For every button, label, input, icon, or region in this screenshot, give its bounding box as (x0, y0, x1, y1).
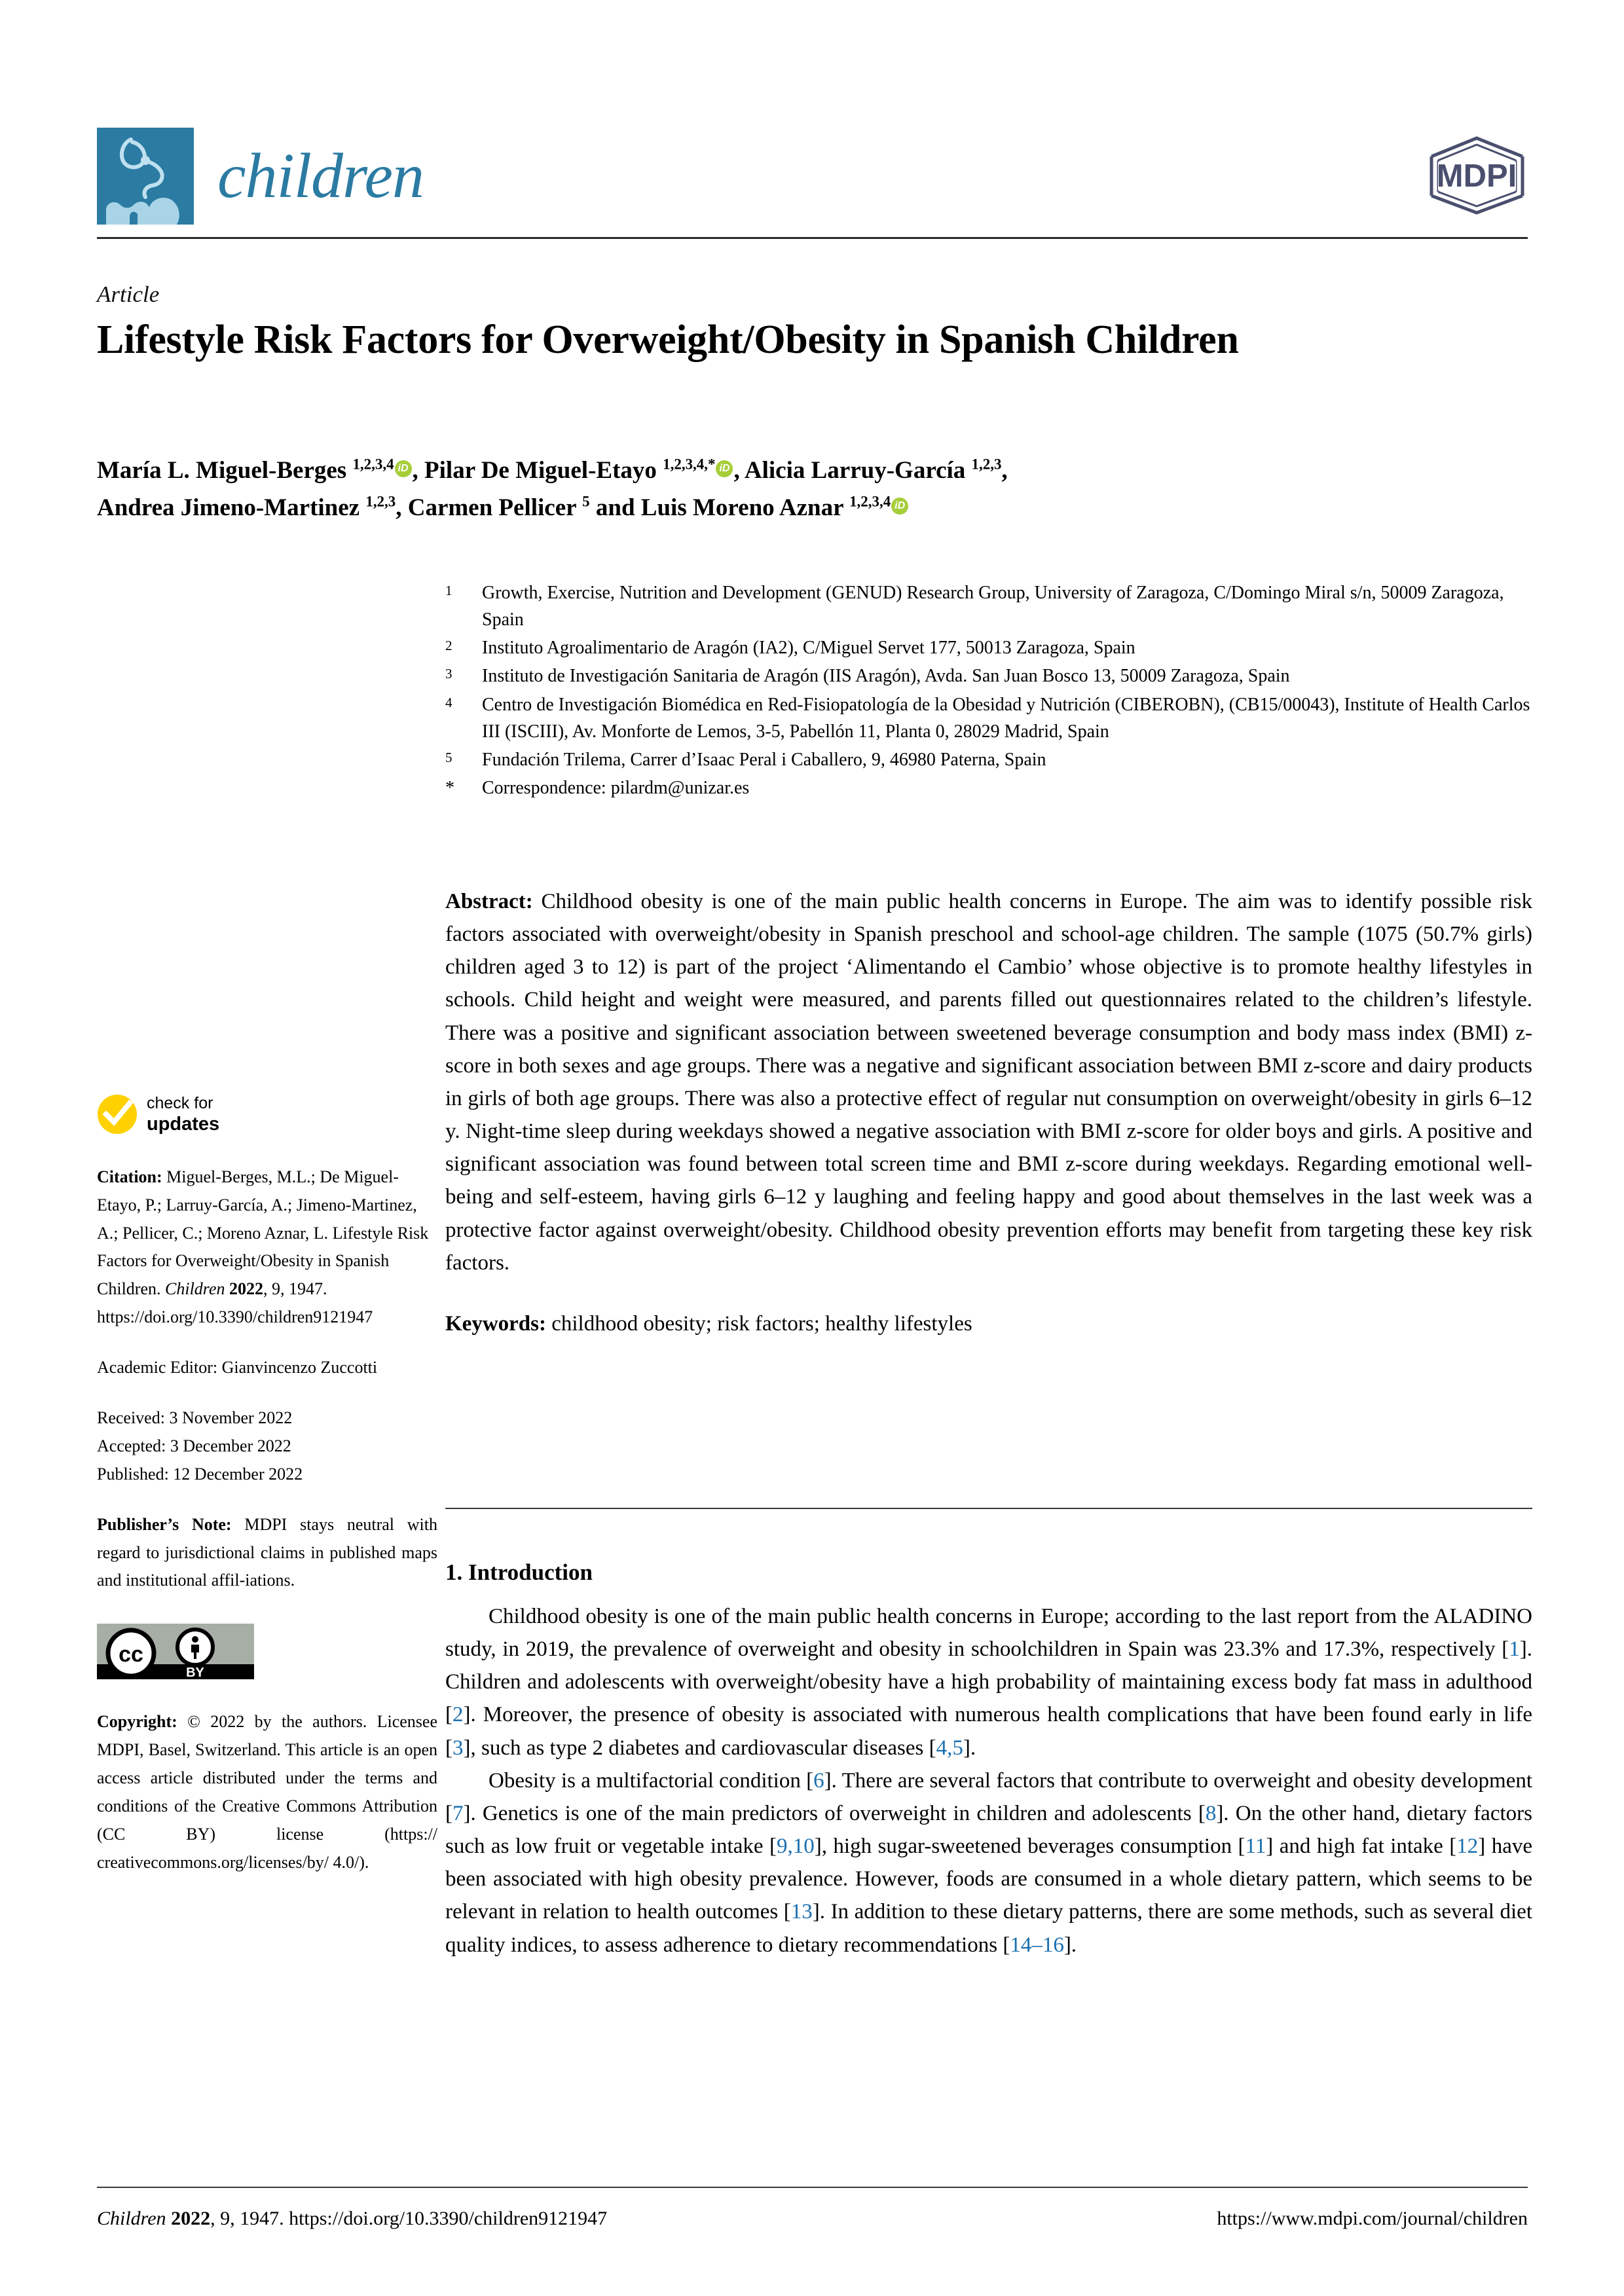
reference-link[interactable]: 11 (1245, 1834, 1266, 1859)
sidebar (97, 1093, 437, 1899)
affiliation-item (445, 579, 1532, 633)
accepted-date: Accepted: 3 December 2022 (97, 1436, 291, 1455)
published-date: Published: 12 December 2022 (97, 1464, 303, 1484)
paragraph-text: ]. On the other hand, dietary factors such as low fruit or vegetable intake [ (445, 1801, 1532, 1859)
academic-editor: Academic Editor: Gianvincenzo Zuccotti (97, 1358, 378, 1377)
author-affil-marker: 1,2,3,4 (352, 456, 394, 473)
page-footer (97, 2208, 1528, 2230)
keywords-label: Keywords: (445, 1311, 546, 1336)
reference-link[interactable]: 1 (1509, 1637, 1520, 1662)
svg-text:BY: BY (186, 1666, 204, 1680)
main-column (445, 885, 1532, 1340)
citation-doi[interactable]: , 9, 1947. https://doi.org/10.3390/children9121947 (97, 1279, 373, 1327)
citation-label: Citation: (97, 1167, 162, 1186)
correspondence-item (445, 774, 1532, 801)
reference-link[interactable]: 7 (452, 1801, 464, 1825)
paragraph-text: Childhood obesity is one of the main public health concerns in Europe; according to the last report from the ALADINO study, in 2019, the prevalence of overweight and obesity in schoolchildren in Spain was 23.3% and 17.3%, respectively [ (445, 1605, 1532, 1662)
affiliation-number: 5 (445, 749, 452, 765)
baby-figure-icon (101, 183, 193, 225)
keywords-text: childhood obesity; risk factors; healthy lifestyles (545, 1311, 972, 1336)
cfu-line-1: check for (147, 1094, 213, 1112)
keywords-block (445, 1308, 1532, 1341)
affiliation-text: Instituto de Investigación Sanitaria de Aragón (IIS Aragón), Avda. San Juan Bosco 13, 50009 Zaragoza, Spain (482, 666, 1290, 687)
affiliation-text: Growth, Exercise, Nutrition and Development (GENUD) Research Group, University of Zaragoza, C/Domingo Miral s/n, 50009 Zaragoza, Spain (482, 583, 1504, 630)
reference-link[interactable]: 8 (1205, 1801, 1217, 1825)
article-type-label: Article (97, 282, 160, 307)
creative-commons-by-icon[interactable] (97, 1624, 254, 1679)
correspondence-marker: * (445, 778, 454, 799)
citation-text: Miguel-Berges, M.L.; De Miguel-Etayo, P.; Larruy-García, A.; Jimeno-Martinez, A.; Pellicer, C.; Moreno Aznar, L. Lifestyle Risk Factors for Overweight/Obesity in Spanish Children. (97, 1167, 429, 1299)
children-journal-icon (97, 128, 194, 225)
paragraph-text: ]. Genetics is one of the main predictors of overweight in children and adolescents [ (463, 1801, 1206, 1825)
svg-text:MDPI: MDPI (1436, 158, 1517, 194)
author-line-2 (97, 489, 1479, 526)
paragraph (445, 1600, 1532, 1764)
journal-name: children (217, 141, 424, 211)
check-for-updates-badge[interactable] (97, 1093, 437, 1136)
introduction-section (445, 1559, 1532, 1961)
author-separator: and Luis Moreno Aznar (589, 494, 850, 522)
paragraph-text: ]. (1063, 1933, 1077, 1957)
affiliation-item (445, 691, 1532, 745)
citation-year: 2022 (225, 1279, 263, 1299)
affiliation-item (445, 663, 1532, 689)
author-separator: , Alicia Larruy-García (733, 457, 972, 484)
footer-url[interactable]: https://www.mdpi.com/journal/children (1217, 2208, 1528, 2229)
author-affil-marker: 1,2,3 (971, 456, 1002, 473)
orcid-icon[interactable]: iD (716, 460, 733, 477)
copyright-text: © 2022 by the authors. Licensee MDPI, Basel, Switzerland. This article is an open access article distributed under the terms and conditions of the Creative Commons Attribution (CC BY) license (https:// creativecommons.org/licenses/by/ 4.0/). (97, 1712, 437, 1872)
check-for-updates-label (147, 1093, 219, 1136)
footer-citation (97, 2208, 607, 2230)
footer-year: 2022 (166, 2208, 211, 2229)
author-line-1 (97, 452, 1479, 489)
author-name: María L. Miguel-Berges (97, 457, 353, 484)
copyright-block (97, 1708, 437, 1876)
author-separator: , Carmen Pellicer (396, 494, 583, 522)
publication-dates (97, 1404, 437, 1489)
affiliation-text: Fundación Trilema, Carrer d’Isaac Peral i Caballero, 9, 46980 Paterna, Spain (482, 749, 1046, 770)
affiliation-item (445, 634, 1532, 661)
mdpi-logo-icon (1426, 136, 1528, 215)
journal-logo (97, 128, 424, 225)
author-affil-marker: 1,2,3,4,* (663, 456, 716, 473)
reference-link[interactable]: 13 (790, 1900, 813, 1924)
section-heading: 1. Introduction (445, 1559, 593, 1585)
affiliation-number: 1 (445, 583, 452, 598)
author-separator: , Pilar De Miguel-Etayo (412, 457, 663, 484)
reference-link[interactable]: 2 (452, 1703, 464, 1727)
page-header (97, 128, 1528, 232)
paragraph-text: ]. There are several factors that contribute to overweight and obesity development [ (445, 1768, 1533, 1825)
paragraph-text: ] have been associated with high obesity prevalence. However, foods are consumed in a whole dietary pattern, which seems to be relevant in relation to health outcomes [ (445, 1834, 1532, 1924)
publisher-note-label: Publisher’s Note: (97, 1514, 232, 1534)
citation-journal: Children (165, 1279, 225, 1299)
paragraph (445, 1764, 1532, 1961)
page-title: Lifestyle Risk Factors for Overweight/Obesity in Spanish Children (97, 318, 1239, 362)
paragraph-text: ]. Children and adolescents with overweight/obesity have a high probability of maintaining excess body fat mass in adulthood [ (445, 1637, 1532, 1727)
paragraph-text: ]. In addition to these dietary patterns, there are some methods, such as several diet quality indices, to assess adherence to dietary recommendations [ (445, 1900, 1532, 1957)
reference-link[interactable]: 12 (1456, 1834, 1479, 1859)
affiliation-text: Centro de Investigación Biomédica en Red-Fisiopatología de la Obesidad y Nutrición (CIBEROBN), (CB15/00043), Institute of Health Carlos III (ISCIII), Av. Monforte de Lemos, 3-5, Pabellón 11, Planta 0, 28029 Madrid, Spain (482, 694, 1530, 742)
reference-link[interactable]: 9,10 (776, 1834, 815, 1859)
orcid-icon[interactable]: iD (395, 460, 412, 477)
affiliation-item (445, 746, 1532, 773)
author-list (97, 452, 1479, 527)
affiliation-number: 3 (445, 666, 452, 682)
footer-doi[interactable]: , 9, 1947. https://doi.org/10.3390/children9121947 (210, 2208, 608, 2229)
paragraph-text: ]. Moreover, the presence of obesity is associated with numerous health complications that have been found early in life [ (445, 1703, 1532, 1760)
paragraph-text: ] and high fat intake [ (1266, 1834, 1457, 1859)
publisher-note (97, 1511, 437, 1595)
check-circle-icon (97, 1094, 138, 1135)
affiliation-list (445, 579, 1532, 803)
correspondence-text[interactable]: Correspondence: pilardm@unizar.es (482, 778, 750, 799)
received-date: Received: 3 November 2022 (97, 1408, 293, 1428)
orcid-icon[interactable]: iD (891, 498, 908, 515)
publisher-note-text: MDPI stays neutral with regard to jurisdictional claims in published maps and institutional affil-iations. (97, 1514, 437, 1590)
abstract-divider (445, 1508, 1532, 1509)
affiliation-text: Instituto Agroalimentario de Aragón (IA2), C/Miguel Servet 177, 50013 Zaragoza, Spain (482, 638, 1135, 659)
author-name: Andrea Jimeno-Martinez (97, 494, 366, 522)
citation-block (97, 1163, 437, 1332)
svg-text:cc: cc (119, 1642, 143, 1667)
cfu-line-2: updates (147, 1114, 220, 1135)
paragraph-text: ], high sugar-sweetened beverages consumption [ (814, 1834, 1246, 1859)
copyright-label: Copyright: (97, 1712, 177, 1732)
abstract-block (445, 885, 1532, 1279)
paragraph-text: ], such as type 2 diabetes and cardiovascular diseases [ (463, 1736, 936, 1760)
reference-link[interactable]: 3 (452, 1736, 464, 1760)
abstract-label: Abstract: (445, 890, 533, 913)
author-affil-marker: 1,2,3,4 (849, 494, 891, 511)
author-separator: , (1001, 457, 1008, 484)
reference-link[interactable]: 6 (813, 1768, 824, 1793)
reference-link[interactable]: 14–16 (1010, 1933, 1064, 1957)
author-affil-marker: 5 (582, 494, 590, 511)
affiliation-number: 2 (445, 638, 452, 654)
abstract-text: Childhood obesity is one of the main public health concerns in Europe. The aim was to identify possible risk factors associated with overweight/obesity in Spanish preschool and school-age children. The sample (1075 (50.7% girls) children aged 3 to 12) is part of the project ‘Alimentando el Cambio’ whose objective is to promote healthy lifestyles in schools. Child height and weight were measured, and parents filled out questionnaires related to the children’s lifestyle. There was a positive and significant association between sweetened beverage consumption and body mass index (BMI) z-score in both sexes and age groups. There was a negative and significant association between BMI z-score and dairy products in girls of both age groups. There was also a protective effect of regular nut consumption on overweight/obesity in girls 6–12 y. Night-time sleep during weekdays showed a negative association with BMI z-score for older boys and girls. A positive and significant association was found between total screen time and BMI z-score during weekdays. Regarding emotional well-being and self-esteem, having girls 6–12 y laughing and feeling happy and good about themselves in the last week was a protective factor against overweight/obesity. Childhood obesity prevention efforts may benefit from targeting these key risk factors. (445, 890, 1532, 1275)
reference-link[interactable]: 4,5 (936, 1736, 963, 1760)
author-affil-marker: 1,2,3 (365, 494, 396, 511)
paragraph-text: ]. (963, 1736, 976, 1760)
paragraph-text: Obesity is a multifactorial condition [ (489, 1768, 814, 1793)
affiliation-number: 4 (445, 694, 452, 710)
header-divider (97, 237, 1528, 239)
footer-journal: Children (97, 2208, 166, 2229)
footer-divider (97, 2187, 1528, 2188)
